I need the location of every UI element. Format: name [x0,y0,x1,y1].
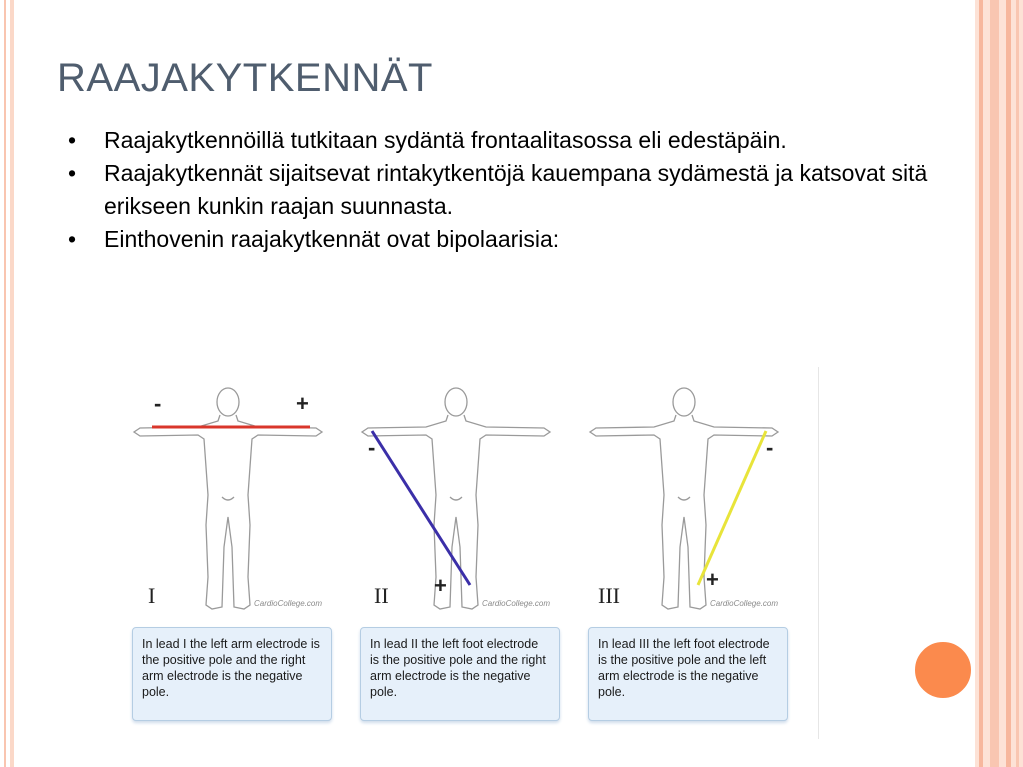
bullet-dot-icon: • [68,160,77,186]
einthoven-leads-figure [120,367,819,739]
lead-i-panel [120,377,336,732]
lead-ii-panel [348,377,564,732]
bullet-text: Raajakytkennöillä tutkitaan sydäntä frontaalitasossa eli edestäpäin. [104,127,787,153]
negative-sign: - [154,391,162,416]
lead-iii-panel [576,377,792,732]
bullet-item [66,223,946,256]
accent-circle [912,639,974,701]
lead-ii-line [372,431,470,585]
bullet-dot-icon: • [68,226,77,252]
bullet-text: Einthovenin raajakytkennät ovat bipolaarisia: [104,226,560,252]
lead-caption: In lead III the left foot electrode is the positive pole and the left arm electrode is the negative pole. [588,627,788,721]
slide-title: RAAJAKYTKENNÄT [57,56,433,100]
left-frame-stripe-2 [10,0,14,767]
lead-caption: In lead I the left arm electrode is the positive pole and the right arm electrode is the negative pole. [132,627,332,721]
lead-label: II [374,583,389,608]
left-frame-stripe [4,0,6,767]
bullet-dot-icon: • [68,127,77,153]
right-frame-stripe [1016,0,1019,767]
lead-label: III [598,583,620,608]
bullet-item [66,157,946,223]
right-frame-stripe [979,0,983,767]
lead-caption: In lead II the left foot electrode is the positive pole and the right arm electrode is the negative pole. [360,627,560,721]
lead-iii-line [698,431,766,585]
positive-sign: + [434,573,447,598]
right-frame-stripe [1006,0,1011,767]
image-credit: CardioCollege.com [254,599,323,608]
positive-sign: + [296,391,309,416]
image-credit: CardioCollege.com [710,599,779,608]
lead-label: I [148,583,156,608]
right-frame-stripe [990,0,999,767]
bullet-text: Raajakytkennät sijaitsevat rintakytkentöjä kauempana sydämestä ja katsovat sitä erikseen kunkin raajan suunnasta. [104,160,928,219]
positive-sign: + [706,567,719,592]
bullet-list [66,124,946,256]
negative-sign: - [766,435,774,460]
bullet-item [66,124,946,157]
negative-sign: - [368,435,376,460]
image-credit: CardioCollege.com [482,599,551,608]
